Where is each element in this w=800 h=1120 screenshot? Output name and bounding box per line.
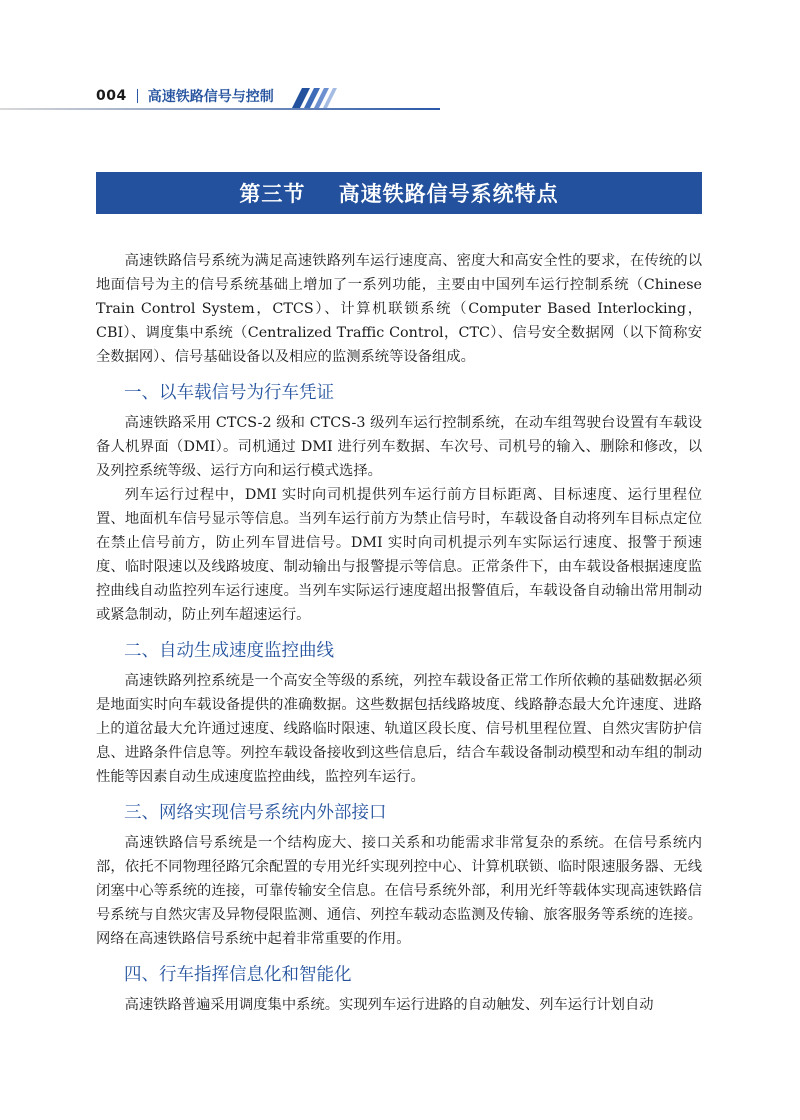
page-number: 004 [96,88,127,104]
subsection-heading-1: 一、以车载信号为行车凭证 [124,383,334,403]
header-bar [96,84,274,108]
subsection-heading-2: 二、自动生成速度监控曲线 [124,641,334,661]
section-title: 第三节 高速铁路信号系统特点 [239,182,559,206]
section-banner [96,172,702,214]
header-divider [137,89,138,103]
page-body [96,249,702,1017]
subsection-3-paragraph-1: 高速铁路信号系统是一个结构庞大、接口关系和功能需求非常复杂的系统。在信号系统内部，依托不同物理径路冗余配置的专用光纤实现列控中心、计算机联锁、临时限速服务器、无线闭塞中心等系统的连接，可靠传输安全信息。在信号系统外部，利用光纤等载体实现高速铁路信号系统与自然灾害及异物侵限监测、通信、列控车载动态监测及传输、旅客服务等系统的连接。网络在高速铁路信号系统中起着非常重要的作用。 [96,835,702,947]
subsection-2-paragraph-1: 高速铁路列控系统是一个高安全等级的系统，列控车载设备正常工作所依赖的基础数据必须是地面实时向车载设备提供的准确数据。这些数据包括线路坡度、线路静态最大允许速度、进路上的道岔最大允许通过速度、线路临时限速、轨道区段长度、信号机里程位置、自然灾害防护信息、进路条件信息等。列控车载设备接收到这些信息后，结合车载设备制动模型和动车组的制动性能等因素自动生成速度监控曲线，监控列车运行。 [96,673,702,785]
header-rule [0,108,440,110]
book-title: 高速铁路信号与控制 [147,89,274,105]
header-stripes-decoration [282,88,342,108]
subsection-1-paragraph-2: 列车运行过程中，DMI 实时向司机提供列车运行前方目标距离、目标速度、运行里程位置、地面机车信号显示等信息。当列车运行前方为禁止信号时，车载设备自动将列车目标点定位在禁止信号前方，防止列车冒进信号。DMI 实时向司机提示列车实际运行速度、报警于预速度、临时限速以及线路坡度、制动输出与报警提示等信息。正常条件下，由车载设备根据速度监控曲线自动监控列车运行速度。当列车实际运行速度超出报警值后，车载设备自动输出常用制动或紧急制动，防止列车超速运行。 [96,487,702,623]
intro-paragraph: 高速铁路信号系统为满足高速铁路列车运行速度高、密度大和高安全性的要求，在传统的以地面信号为主的信号系统基础上增加了一系列功能，主要由中国列车运行控制系统（Chinese Train Control System，CTCS）、计算机联锁系统（Computer Based Interlocking，CBI）、调度集中系统（Centralized Traffic Control，CTC）、信号安全数据网（以下简称安全数据网）、信号基础设备以及相应的监测系统等设备组成。 [96,253,702,365]
subsection-1-paragraph-1: 高速铁路采用 CTCS-2 级和 CTCS-3 级列车运行控制系统，在动车组驾驶台设置有车载设备人机界面（DMI）。司机通过 DMI 进行列车数据、车次号、司机号的输入、删除和修改，以及列控系统等级、运行方向和运行模式选择。 [96,415,702,479]
subsection-4-paragraph-1: 高速铁路普遍采用调度集中系统。实现列车运行进路的自动触发、列车运行计划自动 [124,997,654,1013]
subsection-heading-4: 四、行车指挥信息化和智能化 [124,965,352,985]
subsection-heading-3: 三、网络实现信号系统内外部接口 [124,803,387,823]
